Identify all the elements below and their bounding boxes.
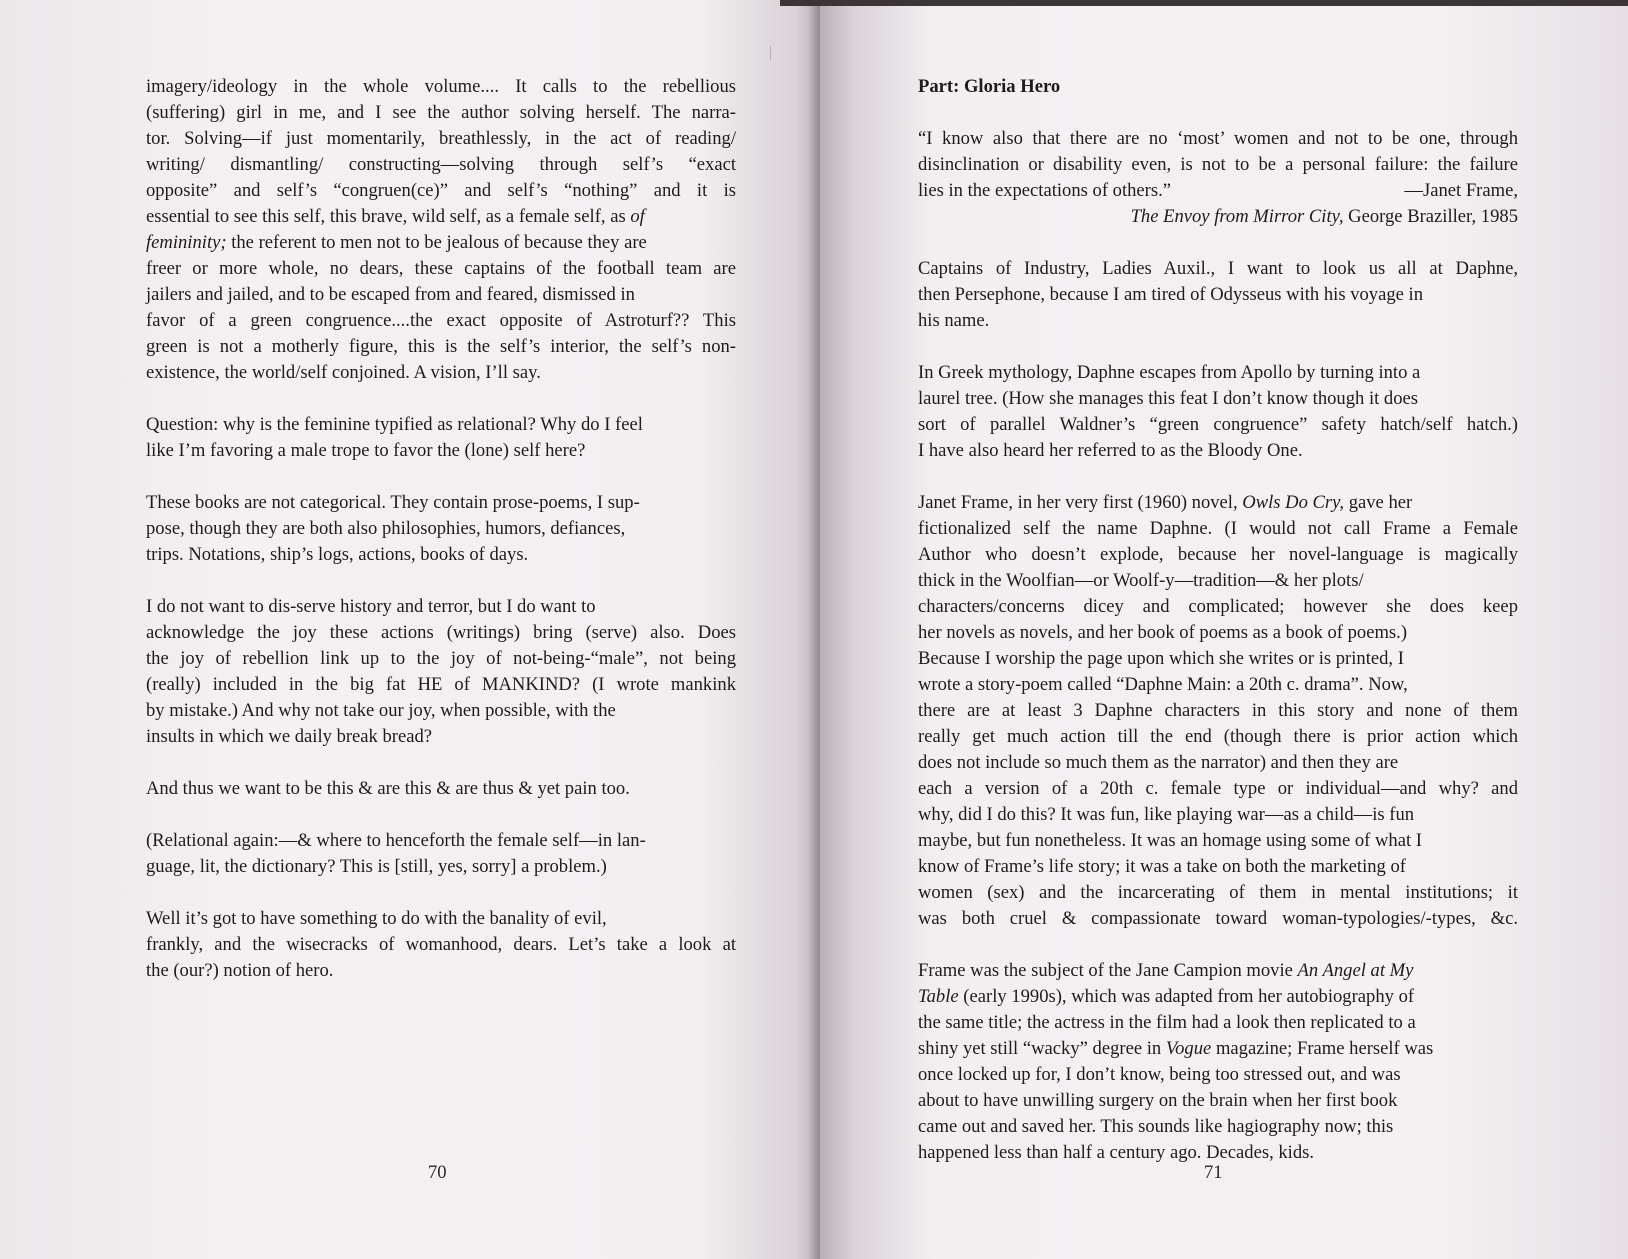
text-line: writing/ dismantling/ constructing—solving through self’s “exact <box>146 154 736 175</box>
text-line: came out and saved her. This sounds like hagiography now; this <box>918 1116 1394 1137</box>
text-line: In Greek mythology, Daphne escapes from Apollo by turning into a <box>918 362 1421 383</box>
book-title: Owls Do Cry, <box>1242 492 1345 513</box>
right-page-body <box>918 74 1518 1192</box>
text-line: then Persephone, because I am tired of Odysseus with his voyage in <box>918 284 1424 305</box>
paragraph <box>918 256 1518 334</box>
text-line: happened less than half a century ago. Decades, kids. <box>918 1142 1315 1163</box>
text-line: (really) included in the big fat HE of MANKIND? (I wrote mankink <box>146 674 736 695</box>
text-line: trips. Notations, ship’s logs, actions, books of days. <box>146 544 529 565</box>
text-line: I do not want to dis-serve history and terror, but I do want to <box>146 596 596 617</box>
text-line: once locked up for, I don’t know, being too stressed out, and was <box>918 1064 1401 1085</box>
text-line: green is not a motherly figure, this is the self’s interior, the self’s non- <box>146 336 736 357</box>
text-line: the same title; the actress in the film had a look then replicated to a <box>918 1012 1416 1033</box>
text-line: And thus we want to be this & are this & are thus & yet pain too. <box>146 778 630 799</box>
text-line: Because I worship the page upon which she writes or is printed, I <box>918 648 1404 669</box>
film-title: An Angel at My <box>1297 960 1414 981</box>
text-line: each a version of a 20th c. female type or individual—and why? and <box>918 778 1518 799</box>
epigraph-line: “I know also that there are no ‘most’ women and not to be one, through <box>918 128 1518 149</box>
page-top-edge <box>780 0 1628 6</box>
text-line: insults in which we daily break bread? <box>146 726 433 747</box>
text-line: Frame was the subject of the Jane Campion movie An Angel at My <box>918 960 1414 981</box>
text-line: really get much action till the end (though there is prior action which <box>918 726 1518 747</box>
text-line: Author who doesn’t explode, because her novel-language is magically <box>918 544 1518 565</box>
page-number: 71 <box>1204 1162 1223 1183</box>
paragraph <box>146 490 736 568</box>
text-line: why, did I do this? It was fun, like playing war—as a child—is fun <box>918 804 1415 825</box>
epigraph-source: The Envoy from Mirror City, George Braziller, 1985 <box>1130 206 1518 227</box>
text-line: These books are not categorical. They contain prose-poems, I sup- <box>146 492 640 513</box>
text-line: (suffering) girl in me, and I see the author solving herself. The narra- <box>146 102 736 123</box>
epigraph-line: disinclination or disability even, is not to be a personal failure: the failure <box>918 154 1518 175</box>
paragraph <box>918 958 1518 1166</box>
text-line: like I’m favoring a male trope to favor the (lone) self here? <box>146 440 586 461</box>
text-line: jailers and jailed, and to be escaped from and feared, dismissed in <box>146 284 635 305</box>
section-heading: Part: Gloria Hero <box>918 76 1061 97</box>
text-line: sort of parallel Waldner’s “green congruence” safety hatch/self hatch.) <box>918 414 1518 435</box>
text-line: Well it’s got to have something to do with the banality of evil, <box>146 908 607 929</box>
paragraph <box>918 360 1518 464</box>
text-line: shiny yet still “wacky” degree in Vogue magazine; Frame herself was <box>918 1038 1434 1059</box>
left-page-body <box>146 74 736 1010</box>
text-line: know of Frame’s life story; it was a take on both the marketing of <box>918 856 1406 877</box>
text-line: pose, though they are both also philosophies, humors, defiances, <box>146 518 626 539</box>
text-line: about to have unwilling surgery on the brain when her first book <box>918 1090 1398 1111</box>
text-line: the joy of rebellion link up to the joy of not-being-“male”, not being <box>146 648 736 669</box>
text-line: essential to see this self, this brave, wild self, as a female self, as of <box>146 206 645 227</box>
text-line: his name. <box>918 310 990 331</box>
text-line: existence, the world/self conjoined. A vision, I’ll say. <box>146 362 541 383</box>
film-title: Table <box>918 986 959 1007</box>
text-line: freer or more whole, no dears, these captains of the football team are <box>146 258 736 279</box>
text-line: Table (early 1990s), which was adapted from her autobiography of <box>918 986 1415 1007</box>
paragraph <box>146 74 736 386</box>
text-line: by mistake.) And why not take our joy, when possible, with the <box>146 700 616 721</box>
text-line: thick in the Woolfian—or Woolf-y—tradition—& her plots/ <box>918 570 1364 591</box>
text-line: her novels as novels, and her book of poems as a book of poems.) <box>918 622 1408 643</box>
italic-text: femininity; <box>146 232 227 253</box>
paragraph <box>918 490 1518 932</box>
text-line: there are at least 3 Daphne characters in this story and none of them <box>918 700 1518 721</box>
text-line: femininity; the referent to men not to be jealous of because they are <box>146 232 647 253</box>
text-line: was both cruel & compassionate toward woman-typologies/-types, &c. <box>918 908 1518 929</box>
text-line: (Relational again:—& where to henceforth the female self—in lan- <box>146 830 646 851</box>
text-line: Janet Frame, in her very first (1960) novel, Owls Do Cry, gave her <box>918 492 1413 513</box>
right-page <box>820 0 1628 1259</box>
italic-text: of <box>630 206 645 227</box>
paragraph <box>146 594 736 750</box>
text-line: I have also heard her referred to as the Bloody One. <box>918 440 1303 461</box>
epigraph <box>918 126 1518 230</box>
text-line: tor. Solving—if just momentarily, breathlessly, in the act of reading/ <box>146 128 736 149</box>
text-line: opposite” and self’s “congruen(ce)” and self’s “nothing” and it is <box>146 180 736 201</box>
paragraph <box>146 776 736 802</box>
text-line: characters/concerns dicey and complicated; however she does keep <box>918 596 1518 617</box>
book-title: The Envoy from Mirror City, <box>1130 206 1344 227</box>
text-line: maybe, but fun nonetheless. It was an homage using some of what I <box>918 830 1422 851</box>
paragraph <box>146 828 736 880</box>
text-line: women (sex) and the incarcerating of them in mental institutions; it <box>918 882 1518 903</box>
text-line: guage, lit, the dictionary? This is [still, yes, sorry] a problem.) <box>146 856 607 877</box>
text-line: imagery/ideology in the whole volume.... It calls to the rebellious <box>146 76 736 97</box>
text-line: favor of a green congruence....the exact opposite of Astroturf?? This <box>146 310 736 331</box>
text-line: does not include so much them as the narrator) and then they are <box>918 752 1399 773</box>
paragraph <box>146 906 736 984</box>
epigraph-author: —Janet Frame, <box>1404 180 1518 201</box>
text-line: the (our?) notion of hero. <box>146 960 334 981</box>
text-line: acknowledge the joy these actions (writings) bring (serve) also. Does <box>146 622 736 643</box>
paper-mark <box>770 46 771 60</box>
text-line: wrote a story-poem called “Daphne Main: a 20th c. drama”. Now, <box>918 674 1408 695</box>
text-line: frankly, and the wisecracks of womanhood, dears. Let’s take a look at <box>146 934 736 955</box>
epigraph-line: lies in the expectations of others.” —Janet Frame, <box>918 178 1518 204</box>
page-number: 70 <box>428 1162 447 1183</box>
magazine-title: Vogue <box>1165 1038 1212 1059</box>
text-line: laurel tree. (How she manages this feat I don’t know though it does <box>918 388 1419 409</box>
text-line: Question: why is the feminine typified as relational? Why do I feel <box>146 414 643 435</box>
text-line: fictionalized self the name Daphne. (I would not call Frame a Female <box>918 518 1518 539</box>
paragraph <box>146 412 736 464</box>
text-line: Captains of Industry, Ladies Auxil., I want to look us all at Daphne, <box>918 258 1518 279</box>
